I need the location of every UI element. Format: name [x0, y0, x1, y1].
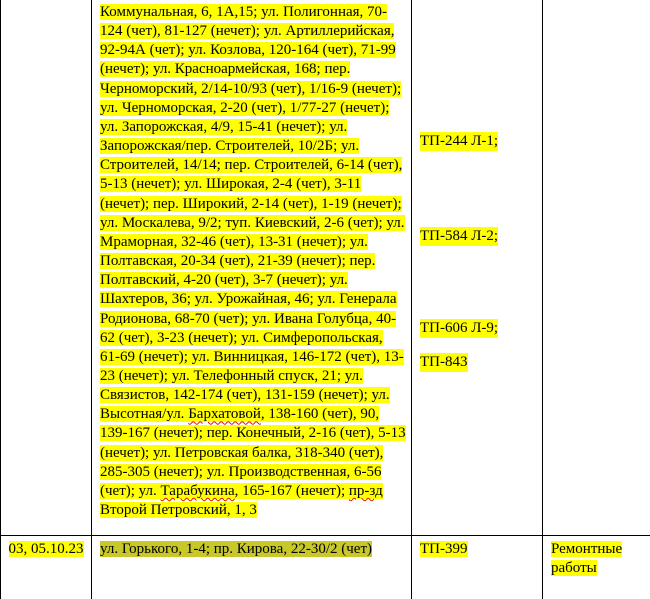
- substation-label: ТП-843: [420, 353, 468, 372]
- table-row: [1, 536, 650, 599]
- substation-cell[interactable]: [412, 536, 543, 599]
- address-part: Второй Петровский, 1, 3: [100, 502, 257, 519]
- address-text: ул. Горького, 1-4; пр. Кирова, 22-30/2 (чет): [100, 541, 372, 557]
- date-cell[interactable]: [1, 536, 92, 599]
- status-text: Ремонтные работы: [551, 541, 623, 576]
- date-cell[interactable]: [1, 0, 92, 536]
- address-text: [92, 0, 411, 520]
- status-cell[interactable]: [543, 0, 650, 536]
- substation-label: ТП-244 Л-1;: [420, 132, 498, 151]
- spellcheck-word: пр-зд: [348, 482, 383, 499]
- substation-label: ТП-399: [420, 541, 468, 557]
- date-text: 03, 05.10.23: [8, 541, 84, 557]
- spellcheck-word: Бархатовой: [188, 406, 261, 423]
- substation-list: [412, 0, 542, 535]
- address-part: , 165-167 (нечет);: [234, 482, 349, 499]
- address-cell[interactable]: [92, 536, 412, 599]
- address-part: , 138-160 (чет), 90, 139-167 (нечет); пер. Конечный, 2-16 (чет), 5-13 (нечет); ул. Петровская балка, 318-340 (чет), 285-305 (нечет); ул. Производственная, 6-56 (чет); ул.: [100, 406, 406, 499]
- table-row: [1, 0, 650, 536]
- status-cell[interactable]: [543, 536, 650, 599]
- substation-label: ТП-606 Л-9;: [420, 319, 498, 338]
- address-cell[interactable]: [92, 0, 412, 536]
- spellcheck-word: Тарабукина: [160, 482, 235, 499]
- substation-cell[interactable]: [412, 0, 543, 536]
- address-part: Коммунальная, 6, 1А,15; ул. Полигонная, 70-124 (чет), 81-127 (нечет); ул. Артиллерийская, 92-94А (чет); ул. Козлова, 120-164 (чет), 71-99 (нечет); ул. Красноармейская, 168; пер. Черноморский, 2/14-10/93 (чет), 1/16-9 (нечет); ул. Черноморская, 2-20 (чет), 1/77-27 (нечет); ул. Запорожская, 4/9, 15-41 (нечет); ул. Запорожская/пер. Строителей, 10/2Б; ул. Строителей, 14/14; пер. Строителей, 6-14 (чет), 5-13 (нечет); ул. Широкая, 2-4 (чет), 3-11 (нечет); пер. Широкий, 2-14 (чет), 1-19 (нечет); ул. Москалева, 9/2; туп. Киевский, 2-6 (чет); ул. Мраморная, 32-46 (чет), 13-31 (нечет); ул. Полтавская, 20-34 (чет), 21-39 (нечет); пер. Полтавский, 4-20 (чет), 3-7 (нечет); ул. Шахтеров, 36; ул. Урожайная, 46; ул. Генерала Родионова, 68-70 (чет); ул. Ивана Голубца, 40-62 (чет), 3-23 (нечет); ул. Симферопольская, 61-69 (нечет); ул. Винницкая, 146-172 (чет), 13-23 (нечет); ул. Телефонный спуск, 21; ул. Связистов, 142-174 (чет), 131-159 (нечет); ул. Высотная/ул.: [100, 4, 405, 423]
- substation-label: ТП-584 Л-2;: [420, 227, 498, 246]
